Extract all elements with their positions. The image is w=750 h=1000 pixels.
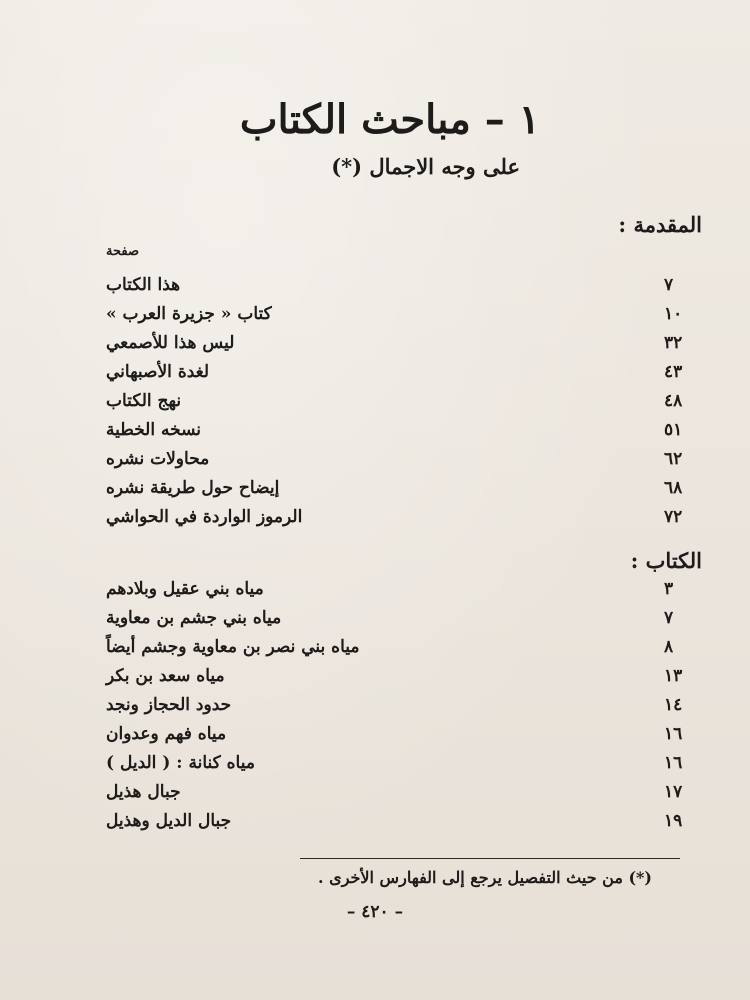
toc-entry-page: ١٤ bbox=[664, 694, 683, 715]
toc-entry bbox=[106, 632, 698, 661]
toc-entry-title: جبال الديل وهذيل bbox=[106, 810, 232, 831]
toc-entry-page: ١٩ bbox=[664, 810, 683, 831]
toc-entry-page: ٣٢ bbox=[664, 332, 683, 353]
toc-entry bbox=[106, 502, 698, 531]
intro-toc-list bbox=[106, 270, 698, 531]
toc-entry bbox=[106, 806, 698, 835]
toc-entry-page: ٤٣ bbox=[664, 361, 683, 382]
intro-heading: المقدمة : bbox=[618, 212, 702, 237]
toc-entry-page: ٧ bbox=[664, 274, 674, 295]
toc-entry-page: ١٦ bbox=[664, 752, 683, 773]
toc-entry-title: نهج الكتاب bbox=[106, 390, 182, 411]
toc-entry bbox=[106, 748, 698, 777]
toc-entry-title: مياه فهم وعدوان bbox=[106, 723, 227, 744]
footnote-divider bbox=[300, 858, 680, 859]
toc-entry-page: ١٠ bbox=[664, 303, 683, 324]
toc-entry-title: جبال هذيل bbox=[106, 781, 181, 802]
toc-entry bbox=[106, 661, 698, 690]
toc-entry-page: ٧٢ bbox=[664, 506, 683, 527]
toc-entry-title: مياه سعد بن بكر bbox=[106, 665, 225, 686]
toc-entry-page: ٤٨ bbox=[664, 390, 683, 411]
toc-entry bbox=[106, 444, 698, 473]
toc-entry-title: كتاب « جزيرة العرب » bbox=[106, 303, 272, 324]
toc-entry bbox=[106, 299, 698, 328]
toc-entry-title: نسخه الخطية bbox=[106, 419, 201, 440]
page-column-label: صفحة bbox=[106, 244, 139, 259]
page-subtitle: على وجه الاجمال (*) bbox=[331, 154, 520, 179]
toc-entry bbox=[106, 415, 698, 444]
toc-entry bbox=[106, 690, 698, 719]
toc-entry-title: حدود الحجاز ونجد bbox=[106, 694, 232, 715]
toc-entry-page: ١٧ bbox=[664, 781, 683, 802]
toc-entry bbox=[106, 357, 698, 386]
toc-entry-page: ١٣ bbox=[664, 665, 683, 686]
toc-entry-title: محاولات نشره bbox=[106, 448, 210, 469]
toc-entry-page: ٧ bbox=[664, 607, 674, 628]
book-toc-list bbox=[106, 574, 698, 835]
toc-entry-title: مياه كنانة : ( الديل ) bbox=[106, 752, 255, 773]
toc-entry-title: إيضاح حول طريقة نشره bbox=[106, 477, 280, 498]
toc-entry-title: مياه بني عقيل وبلادهم bbox=[106, 578, 264, 599]
toc-entry-page: ٦٨ bbox=[664, 477, 683, 498]
page-title: ١ – مباحث الكتاب bbox=[239, 96, 541, 143]
page-number: – ٤٢٠ – bbox=[346, 902, 404, 922]
toc-entry bbox=[106, 328, 698, 357]
toc-entry-title: هذا الكتاب bbox=[106, 274, 181, 295]
toc-entry-page: ١٦ bbox=[664, 723, 683, 744]
toc-entry bbox=[106, 473, 698, 502]
footnote: (*) من حيث التفصيل يرجع إلى الفهارس الأخرى . bbox=[318, 868, 652, 887]
toc-entry-title: مياه بني جشم بن معاوية bbox=[106, 607, 282, 628]
toc-entry bbox=[106, 270, 698, 299]
toc-entry bbox=[106, 603, 698, 632]
toc-entry bbox=[106, 719, 698, 748]
toc-entry-page: ٨ bbox=[664, 636, 674, 657]
toc-entry-title: ليس هذا للأصمعي bbox=[106, 332, 235, 353]
toc-entry-title: الرموز الواردة في الحواشي bbox=[106, 506, 303, 527]
toc-entry-page: ٣ bbox=[664, 578, 674, 599]
toc-entry-page: ٦٢ bbox=[664, 448, 683, 469]
toc-entry-title: مياه بني نصر بن معاوية وجشم أيضاً bbox=[106, 636, 360, 657]
book-heading: الكتاب : bbox=[630, 548, 702, 573]
toc-entry bbox=[106, 777, 698, 806]
toc-entry bbox=[106, 574, 698, 603]
toc-entry-page: ٥١ bbox=[664, 419, 683, 440]
toc-entry-title: لغدة الأصبهاني bbox=[106, 361, 210, 382]
toc-entry bbox=[106, 386, 698, 415]
